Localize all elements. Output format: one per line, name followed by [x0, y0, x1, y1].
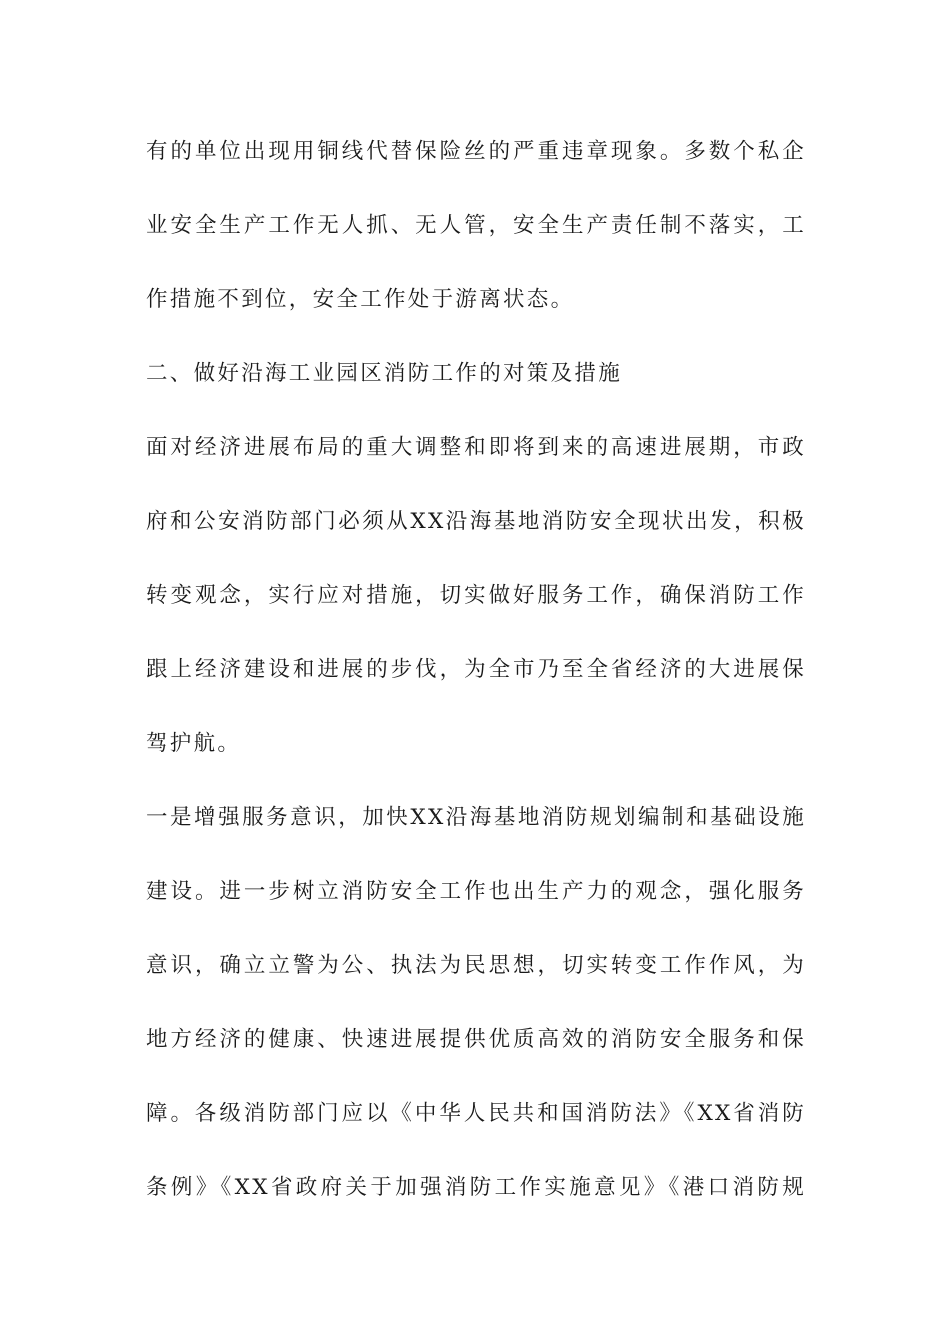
text-line: 意识，确立立警为公、执法为民思想，切实转变工作作风，为: [146, 953, 806, 978]
text-line: 面对经济进展布局的重大调整和即将到来的高速进展期，市政: [146, 435, 806, 460]
text-line: 业安全生产工作无人抓、无人管，安全生产责任制不落实，工: [146, 213, 806, 238]
text-line: 建设。进一步树立消防安全工作也出生产力的观念，强化服务: [146, 879, 806, 904]
text-line: 障。各级消防部门应以《中华人民共和国消防法》《XX省消防: [146, 1101, 806, 1126]
body-text: [146, 128, 806, 1238]
text-line: 地方经济的健康、快速进展提供优质高效的消防安全服务和保: [146, 1027, 806, 1052]
text-line: 驾护航。: [146, 731, 242, 756]
text-line: 作措施不到位，安全工作处于游离状态。: [146, 287, 575, 312]
text-line: 跟上经济建设和进展的步伐，为全市乃至全省经济的大进展保: [146, 657, 806, 682]
text-line: 府和公安消防部门必须从XX沿海基地消防安全现状出发，积极: [146, 509, 806, 534]
section-heading: 二、做好沿海工业园区消防工作的对策及措施: [146, 361, 623, 386]
text-line: 一是增强服务意识，加快XX沿海基地消防规划编制和基础设施: [146, 805, 806, 830]
text-line: 有的单位出现用铜线代替保险丝的严重违章现象。多数个私企: [146, 139, 806, 164]
text-line: 条例》《XX省政府关于加强消防工作实施意见》《港口消防规: [146, 1175, 806, 1200]
text-line: 转变观念，实行应对措施，切实做好服务工作，确保消防工作: [146, 583, 806, 608]
